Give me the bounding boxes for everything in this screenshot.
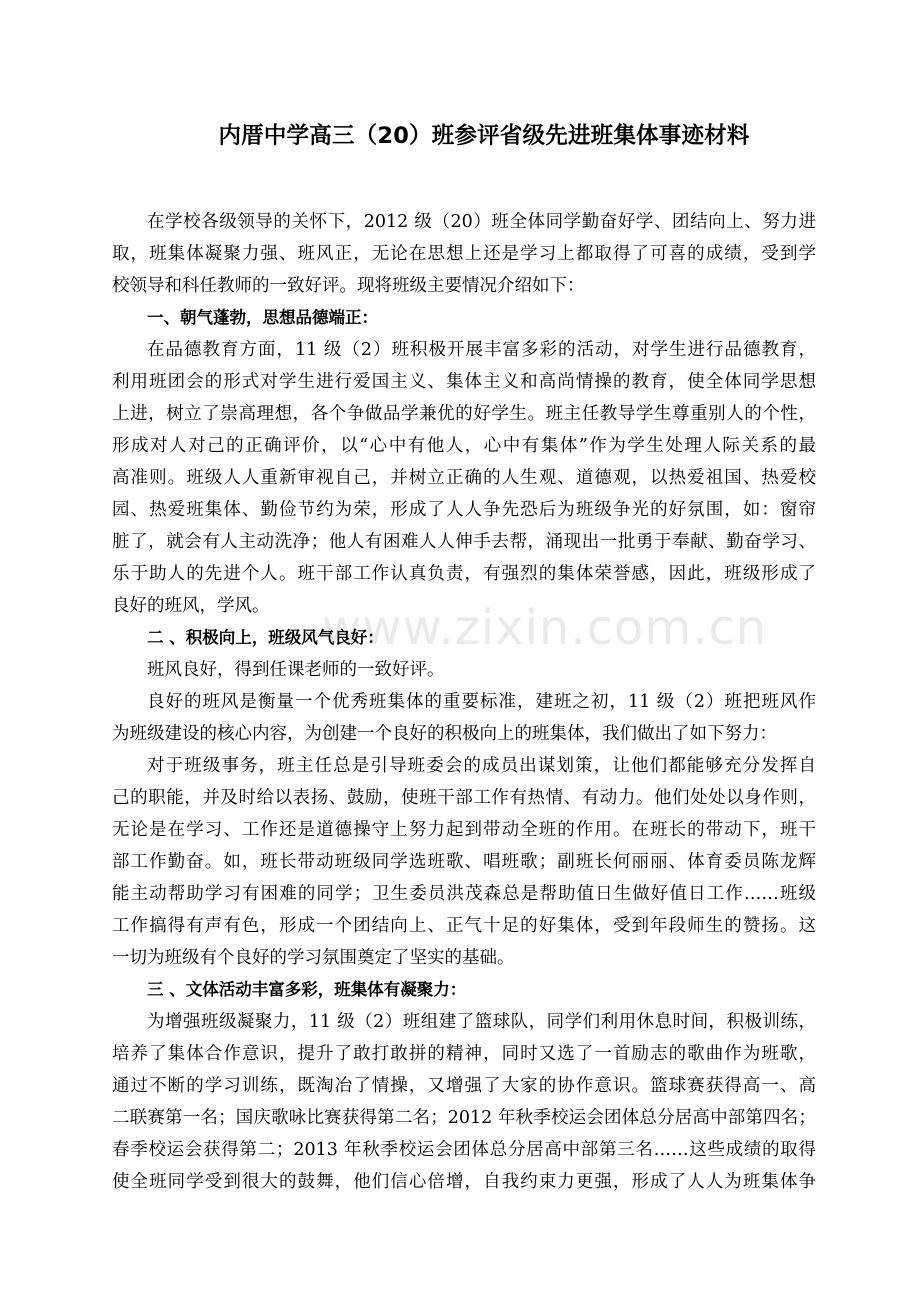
paragraph-line: 二联赛第一名；国庆歌咏比赛获得第二名；2012 年秋季校运会团体总分居高中部第四名；: [112, 1108, 816, 1128]
paragraph-line: 利用班团会的形式对学生进行爱国主义、集体主义和高尚情操的教育，使全体同学思想: [112, 372, 816, 392]
section-heading: 三 、文体活动丰富多彩，班集体有凝聚力：: [147, 980, 467, 999]
paragraph-line: 对于班级事务，班主任总是引导班委会的成员出谋划策，让他们都能够充分发挥自: [147, 756, 816, 776]
paragraph-line: 班风良好，得到任课老师的一致好评。: [147, 660, 445, 680]
document-body: [112, 206, 816, 1198]
section-heading: 二 、积极向上，班级风气良好：: [147, 628, 384, 647]
paragraph-line: 一切为班级有个良好的学习氛围奠定了坚实的基础。: [112, 948, 515, 968]
paragraph-line: 良好的班风，学风。: [112, 596, 270, 616]
paragraph-line: 为增强班级凝聚力，11 级（2）班组建了篮球队，同学们利用休息时间，积极训练，: [147, 1012, 816, 1032]
section-heading: 一、朝气蓬勃，思想品德端正：: [147, 308, 378, 327]
paragraph-line: 在学校各级领导的关怀下，2012 级（20）班全体同学勤奋好学、团结向上、努力进: [147, 212, 816, 232]
paragraph-line: 无论是在学习、工作还是道德操守上努力起到带动全班的作用。在班长的带动下，班干: [112, 820, 816, 840]
paragraph-line: 形成对人对己的正确评价，以“心中有他人，心中有集体”作为学生处理人际关系的最: [112, 436, 816, 456]
paragraph-line: 良好的班风是衡量一个优秀班集体的重要标准，建班之初，11 级（2）班把班风作: [147, 692, 816, 712]
paragraph-line: 高准则。班级人人重新审视自己，并树立正确的人生观、道德观，以热爱祖国、热爱校: [112, 468, 816, 488]
paragraph-line: 春季校运会获得第二；2013 年秋季校运会团体总分居高中部第三名……这些成绩的取得: [112, 1140, 816, 1160]
paragraph-line: 工作搞得有声有色，形成一个团结向上、正气十足的好集体，受到年段师生的赞扬。这: [112, 916, 816, 936]
paragraph-line: 乐于助人的先进个人。班干部工作认真负责，有强烈的集体荣誉感，因此，班级形成了: [112, 564, 816, 584]
paragraph-line: 园、热爱班集体、勤俭节约为荣，形成了人人争先恐后为班级争光的好氛围，如：窗帘: [112, 500, 816, 520]
paragraph-line: 取，班集体凝聚力强、班风正，无论在思想上还是学习上都取得了可喜的成绩，受到学: [112, 244, 816, 264]
document-title: 内厝中学高三（20）班参评省级先进班集体事迹材料: [218, 123, 750, 149]
paragraph-line: 培养了集体合作意识，提升了敢打敢拼的精神，同时又选了一首励志的歌曲作为班歌，: [112, 1044, 816, 1064]
paragraph-line: 通过不断的学习训练，既淘冶了情操，又增强了大家的协作意识。篮球赛获得高一、高: [112, 1076, 816, 1096]
paragraph-line: 在品德教育方面，11 级（2）班积极开展丰富多彩的活动，对学生进行品德教育，: [147, 340, 816, 360]
paragraph-line: 上进，树立了崇高理想，各个争做品学兼优的好学生。班主任教导学生尊重别人的个性，: [112, 404, 816, 424]
paragraph-line: 脏了，就会有人主动洗净；他人有困难人人伸手去帮，涌现出一批勇于奉献、勤奋学习、: [112, 532, 816, 552]
watermark: www.zixin.com.cn: [322, 600, 768, 656]
paragraph-line: 能主动帮助学习有困难的同学；卫生委员洪茂森总是帮助值日生做好值日工作……班级: [112, 884, 816, 904]
paragraph-line: 校领导和科任教师的一致好评。现将班级主要情况介绍如下：: [112, 276, 585, 296]
paragraph-line: 部工作勤奋。如，班长带动班级同学选班歌、唱班歌；副班长何丽丽、体育委员陈龙辉: [112, 852, 816, 872]
paragraph-line: 为班级建设的核心内容，为创建一个良好的积极向上的班集体，我们做出了如下努力：: [112, 724, 777, 744]
paragraph-line: 使全班同学受到很大的鼓舞，他们信心倍增，自我约束力更强，形成了人人为班集体争: [112, 1172, 816, 1192]
paragraph-line: 己的职能，并及时给以表扬、鼓励，使班干部工作有热情、有动力。他们处处以身作则，: [112, 788, 816, 808]
